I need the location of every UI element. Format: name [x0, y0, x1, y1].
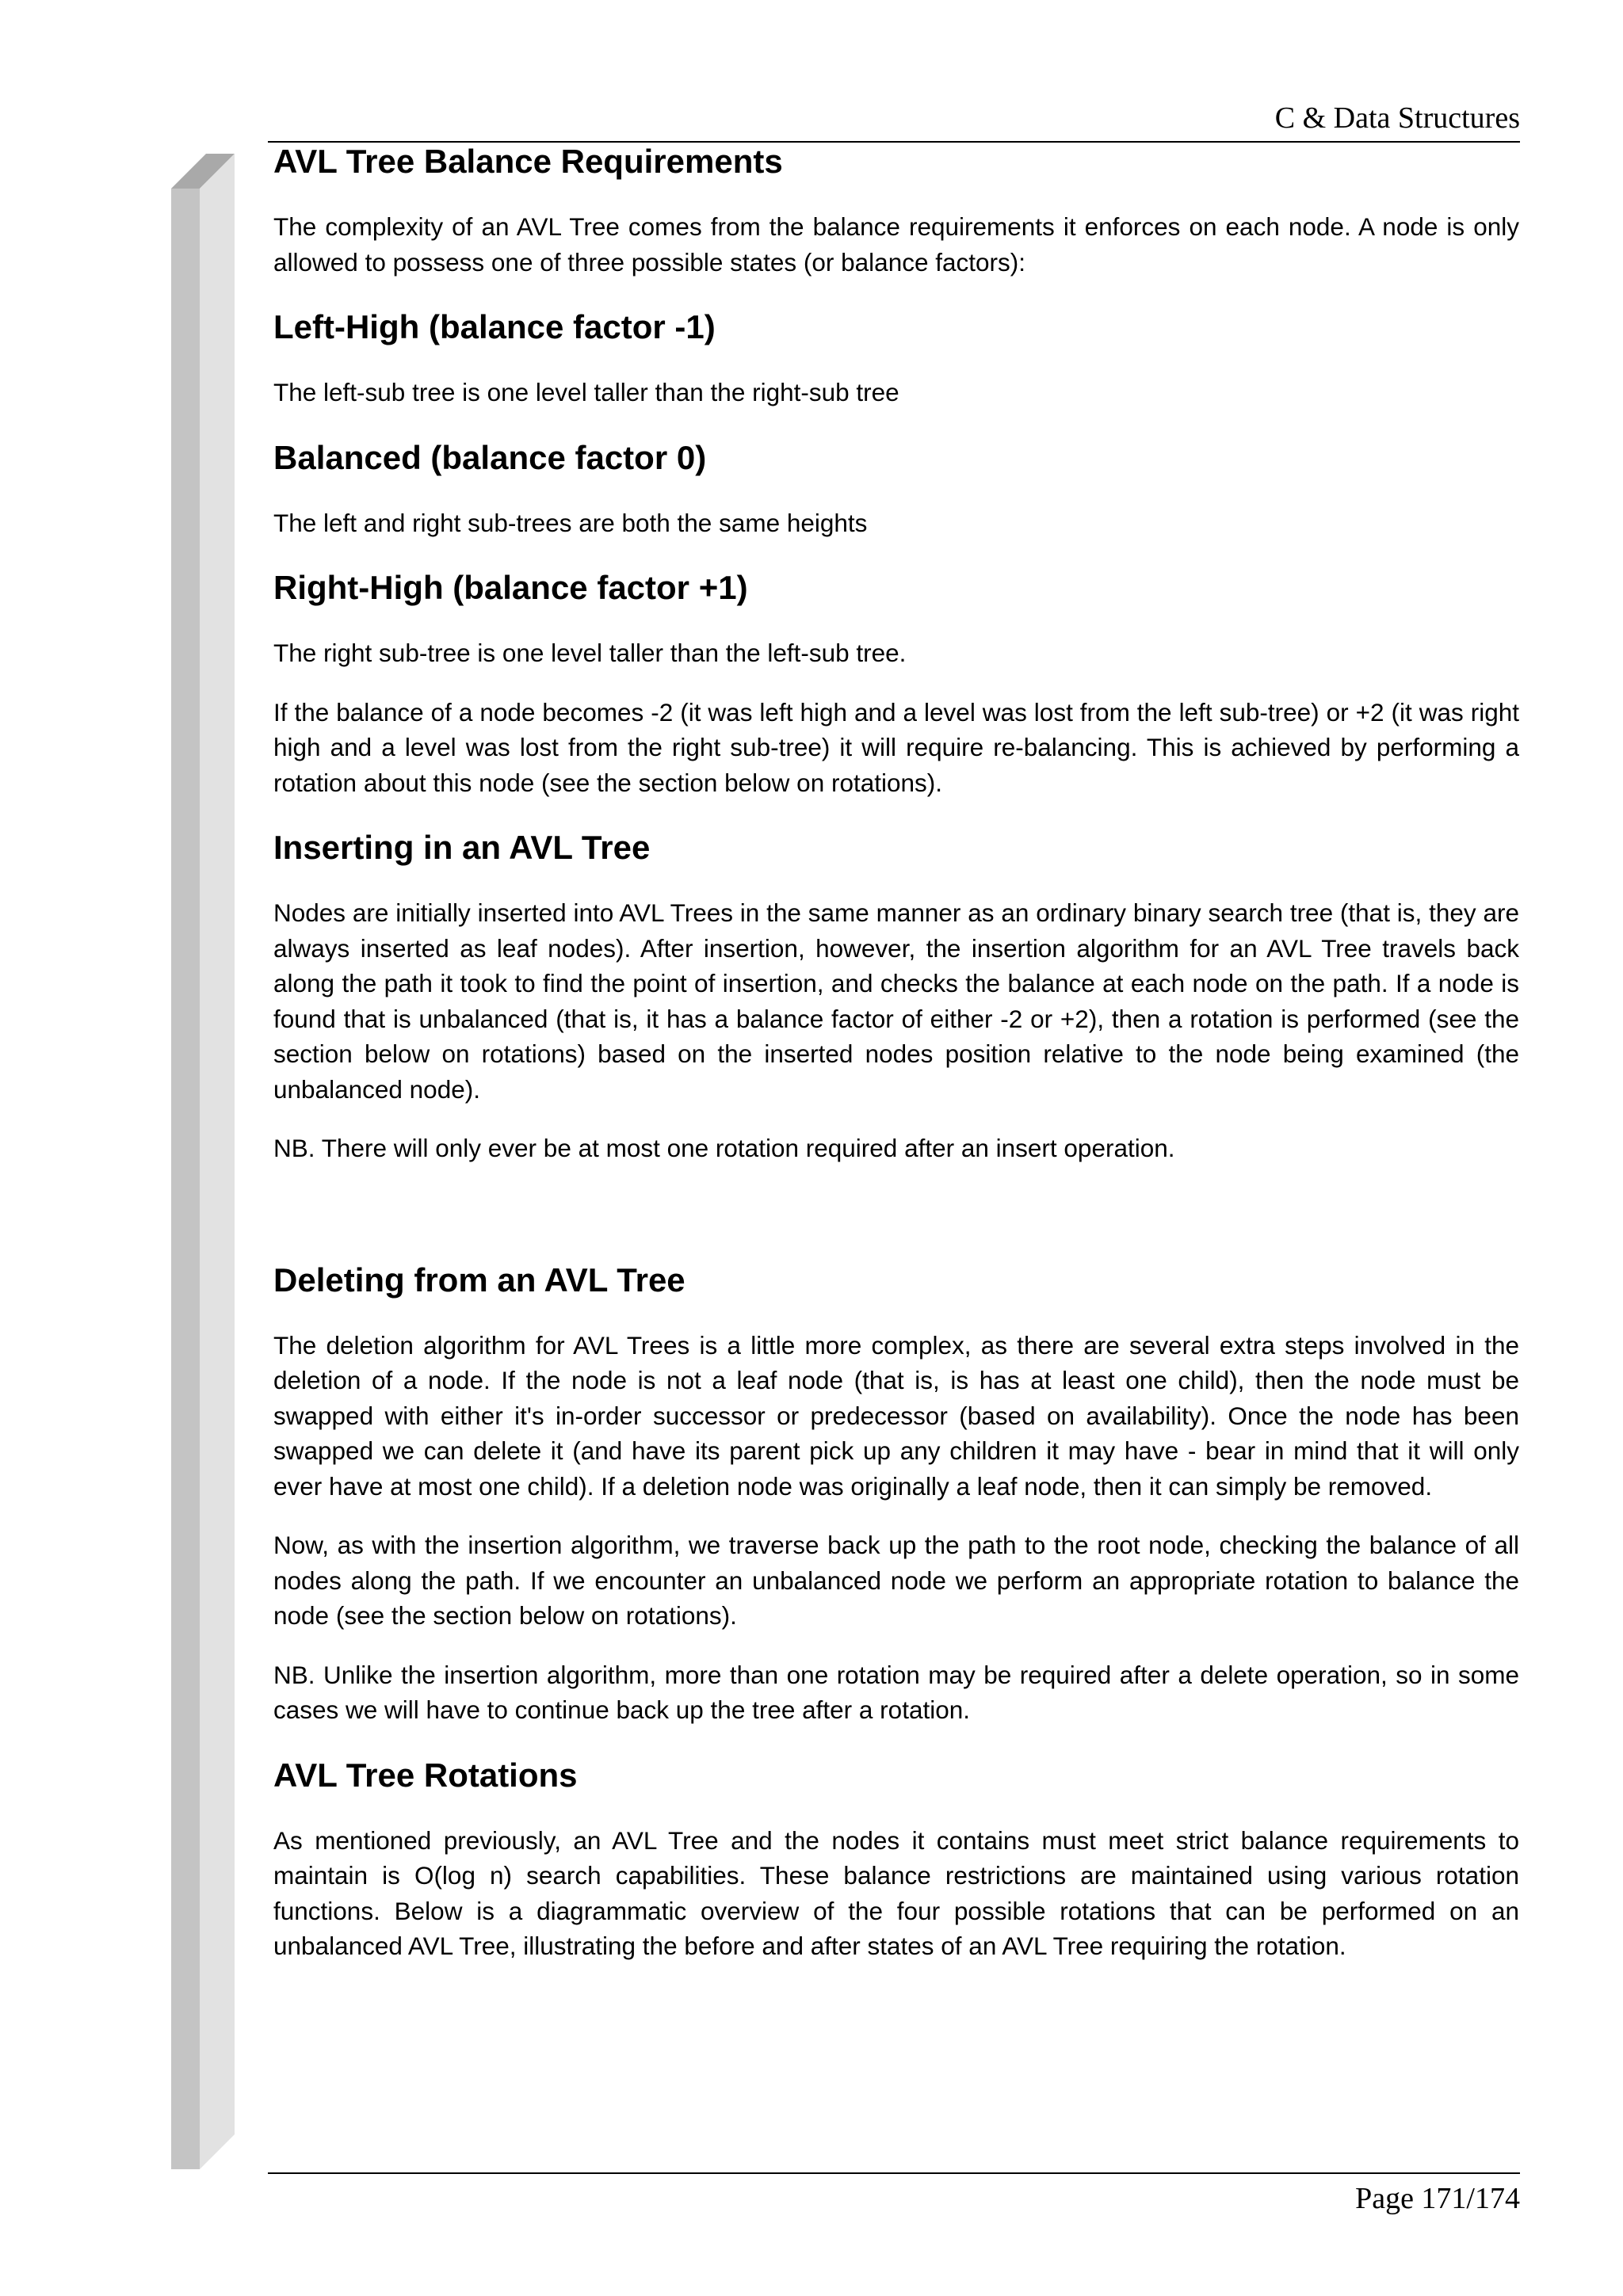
paragraph: NB. Unlike the insertion algorithm, more than one rotation may be required after a delete operation, so in some cases we will have to continue back up the tree after a rotation.	[273, 1660, 1519, 1724]
paragraph: The complexity of an AVL Tree comes from the balance requirements it enforces on each node. A node is only allowed to possess one of three possible states (or balance factors):	[273, 212, 1519, 277]
section-heading: Deleting from an AVL Tree	[273, 1261, 685, 1299]
section-heading: Left-High (balance factor -1)	[273, 308, 716, 345]
paragraph: As mentioned previously, an AVL Tree and the nodes it contains must meet strict balance requirements to maintain is O(log n) search capabilities. These balance restrictions are maintained using various rotation functions. Below is a diagrammatic overview of the four possible rotations that can be performed on an unbalanced AVL Tree, illustrating the before and after states of an AVL Tree requiring the rotation.	[273, 1825, 1519, 1960]
section-heading: AVL Tree Rotations	[273, 1756, 578, 1794]
section-heading: Balanced (balance factor 0)	[273, 438, 707, 476]
page-number: Page 171/174	[1355, 2182, 1520, 2215]
paragraph: If the balance of a node becomes -2 (it was left high and a level was lost from the left sub-tree) or +2 (it was right high and a level was lost from the right sub-tree) it will require re-balancing. This is achieved by performing a rotation about this node (see the section below on rotations).	[273, 697, 1519, 797]
document-title: C & Data Structures	[1274, 101, 1520, 135]
paragraph: Nodes are initially inserted into AVL Trees in the same manner as an ordinary binary search tree (that is, they are always inserted as leaf nodes). After insertion, however, the insertion algorithm for an AVL Tree travels back along the path it took to find the point of insertion, and checks the balance at each node on the path. If a node is found that is unbalanced (that is, it has a balance factor of either -2 or +2), then a rotation is performed (see the section below on rotations) based on the inserted nodes position relative to the node being examined (the unbalanced node).	[273, 898, 1519, 1104]
paragraph: The left and right sub-trees are both the same heights	[273, 508, 868, 537]
running-header	[268, 100, 1520, 143]
paragraph: Now, as with the insertion algorithm, we traverse back up the path to the root node, checking the balance of all nodes along the path. If we encounter an unbalanced node we perform an appropriate rotation to balance the node (see the section below on rotations).	[273, 1531, 1519, 1630]
section-heading: AVL Tree Balance Requirements	[273, 143, 783, 180]
section-heading: Right-High (balance factor +1)	[273, 569, 748, 606]
paragraph: NB. There will only ever be at most one rotation required after an insert operation.	[273, 1134, 1175, 1162]
decorative-side-bar	[171, 154, 235, 2169]
paragraph: The right sub-tree is one level taller than the left-sub tree.	[273, 639, 907, 667]
page-content	[273, 141, 1519, 1964]
section-heading: Inserting in an AVL Tree	[273, 829, 651, 866]
paragraph: The deletion algorithm for AVL Trees is a little more complex, as there are several extra steps involved in the deletion of a node. If the node is not a leaf node (that is, is has at least one child), then the node must be swapped with either it's in-order successor or predecessor (based on availability). Once the node has been swapped we can delete it (and have its parent pick up any children it may have - bear in mind that it will only ever have at most one child). If a deletion node was originally a leaf node, then it can simply be removed.	[273, 1330, 1519, 1501]
paragraph: The left-sub tree is one level taller than the right-sub tree	[273, 378, 899, 406]
footer-rule	[268, 2172, 1520, 2174]
